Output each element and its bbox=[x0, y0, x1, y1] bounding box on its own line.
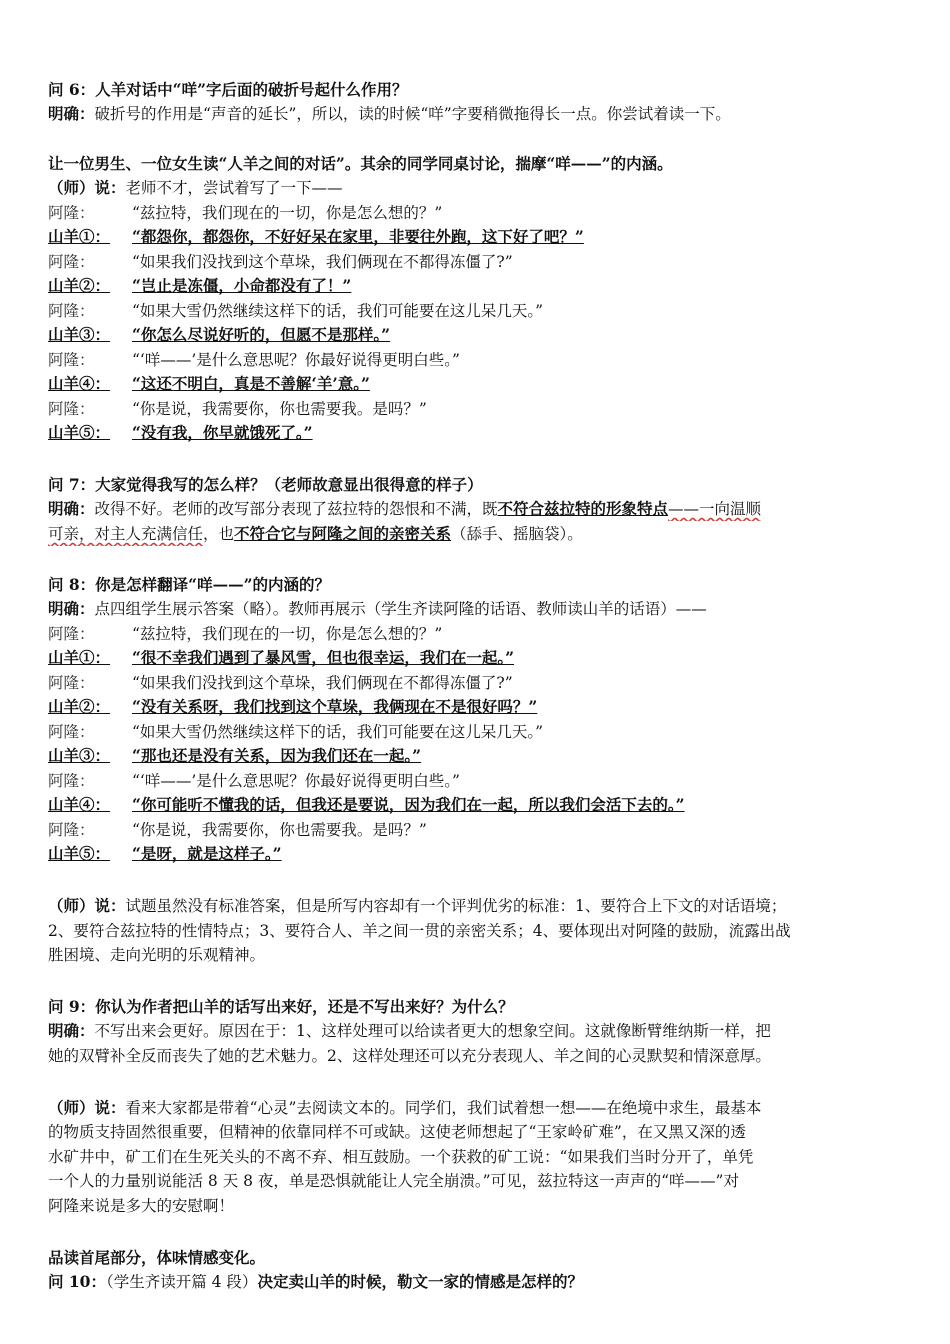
dialogue1-line bbox=[48, 397, 910, 421]
answer-label: 明确： bbox=[48, 599, 95, 618]
q8-question: 问 8：你是怎样翻译“咩——”的内涵的？ bbox=[48, 575, 331, 594]
dialogue1-line bbox=[48, 201, 910, 225]
answer-label: 明确： bbox=[48, 1021, 95, 1040]
dialogue2-line bbox=[48, 842, 910, 866]
dialogue2-line bbox=[48, 769, 910, 793]
dialogue2-line bbox=[48, 744, 910, 768]
teacher-label: （师）说： bbox=[48, 178, 126, 197]
teacher-comment-cont: 胜困境、走向光明的乐观精神。 bbox=[48, 946, 266, 964]
speaker-alon: 阿隆： bbox=[48, 302, 95, 320]
dialogue1-line bbox=[48, 274, 910, 298]
q10-question bbox=[48, 1270, 910, 1294]
speaker-goat: 山羊②： bbox=[48, 276, 111, 295]
q7-answer bbox=[48, 497, 910, 521]
line-text: “兹拉特，我们现在的一切，你是怎么想的？” bbox=[132, 204, 443, 222]
speaker-goat: 山羊①： bbox=[48, 648, 111, 667]
line-text: “如果我们没找到这个草垛，我们俩现在不都得冻僵了?” bbox=[132, 253, 513, 271]
answer-text: （舔手、摇脑袋）。 bbox=[451, 525, 583, 543]
dialogue1-line bbox=[48, 348, 910, 372]
goat-line: “没有我，你早就饿死了。” bbox=[132, 423, 313, 442]
wavy-phrase: 可亲，对主人充满信任 bbox=[48, 525, 204, 543]
goat-line: “是呀，就是这样子。” bbox=[132, 844, 282, 863]
teacher-note bbox=[48, 176, 910, 200]
goat-line: “没有关系呀，我们找到这个草垛，我俩现在不是很好吗？” bbox=[132, 697, 538, 716]
line-text: “‘咩——’是什么意思呢？你最好说得更明白些。” bbox=[132, 772, 460, 790]
teacher-label: （师）说： bbox=[48, 896, 126, 915]
speaker-alon: 阿隆： bbox=[48, 772, 95, 790]
line-text: “如果大雪仍然继续这样下的话，我们可能要在这儿呆几天。” bbox=[132, 723, 544, 741]
comment-text: 看来大家都是带着“心灵”去阅读文本的。同学们，我们试着想一想——在绝境中求生，最基本 bbox=[125, 1099, 762, 1117]
goat-line: “这还不明白，真是不善解‘羊’意。” bbox=[132, 374, 370, 393]
q10-text: 决定卖山羊的时候，勒文一家的情感是怎样的？ bbox=[257, 1272, 583, 1291]
q7-answer-cont bbox=[48, 522, 910, 546]
dialogue1-line bbox=[48, 250, 910, 274]
speaker-alon: 阿隆： bbox=[48, 351, 95, 369]
teacher-comment-cont: 的物质支持固然很重要，但精神的依靠同样不可或缺。这使老师想起了“王家岭矿难”，在又黑又深的透 bbox=[48, 1123, 746, 1141]
speaker-alon: 阿隆： bbox=[48, 821, 95, 839]
line-text: “如果大雪仍然继续这样下的话，我们可能要在这儿呆几天。” bbox=[132, 302, 544, 320]
q6-answer bbox=[48, 102, 910, 126]
answer-label: 明确： bbox=[48, 499, 95, 518]
line-text: “你是说，我需要你，你也需要我。是吗？” bbox=[132, 821, 427, 839]
teacher-comment bbox=[48, 1096, 910, 1120]
speaker-goat: 山羊⑤： bbox=[48, 423, 111, 442]
key-phrase: 不符合兹拉特的形象特点 bbox=[497, 499, 669, 518]
dialogue2-line bbox=[48, 720, 910, 744]
dialogue1-line bbox=[48, 421, 910, 445]
line-text: “你是说，我需要你，你也需要我。是吗？” bbox=[132, 400, 427, 418]
answer-text: 破折号的作用是“声音的延长”，所以，读的时候“咩”字要稍微拖得长一点。你尝试着读一下。 bbox=[94, 105, 731, 123]
wavy-phrase: ——一向温顺 bbox=[668, 500, 762, 518]
comment-text: 试题虽然没有标准答案，但是所写内容却有一个评判优劣的标准：1、要符合上下文的对话语境； bbox=[125, 897, 787, 915]
speaker-goat: 山羊③： bbox=[48, 746, 111, 765]
answer-text: 不写出来会更好。原因在于：1、这样处理可以给读者更大的想象空间。这就像断臂维纳斯一样，把 bbox=[94, 1022, 771, 1040]
teacher-comment bbox=[48, 894, 910, 918]
q6-question: 问 6：人羊对话中“咩”字后面的破折号起什么作用？ bbox=[48, 80, 408, 99]
speaker-alon: 阿隆： bbox=[48, 400, 95, 418]
dialogue1-line bbox=[48, 372, 910, 396]
dialogue2-line bbox=[48, 818, 910, 842]
dialogue2-line bbox=[48, 793, 910, 817]
answer-text: 改得不好。老师的改写部分表现了兹拉特的怨恨和不满，既 bbox=[94, 500, 498, 518]
key-phrase: 不符合它与阿隆之间的亲密关系 bbox=[234, 524, 452, 543]
speaker-goat: 山羊⑤： bbox=[48, 844, 111, 863]
q8-answer bbox=[48, 597, 910, 621]
speaker-alon: 阿隆： bbox=[48, 204, 95, 222]
goat-line: “你怎么尽说好听的，但愿不是那样。” bbox=[132, 325, 391, 344]
goat-line: “你可能听不懂我的话，但我还是要说，因为我们在一起，所以我们会活下去的。” bbox=[132, 795, 685, 814]
q10-label: 问 10： bbox=[48, 1272, 106, 1291]
section-heading: 品读首尾部分，体味情感变化。 bbox=[48, 1248, 266, 1267]
speaker-alon: 阿隆： bbox=[48, 674, 95, 692]
teacher-comment-cont: 阿隆来说是多大的安慰啊！ bbox=[48, 1197, 235, 1215]
speaker-goat: 山羊④： bbox=[48, 374, 111, 393]
goat-line: “很不幸我们遇到了暴风雪，但也很幸运，我们在一起。” bbox=[132, 648, 515, 667]
teacher-label: （师）说： bbox=[48, 1098, 126, 1117]
teacher-comment-cont: 水矿井中，矿工们在生死关头的不离不弃、相互鼓励。一个获救的矿工说：“如果我们当时分开了，单凭 bbox=[48, 1148, 754, 1166]
answer-text: 点四组学生展示答案（略）。教师再展示（学生齐读阿隆的话语、教师读山羊的话语）—— bbox=[94, 600, 707, 618]
dialogue2-line bbox=[48, 622, 910, 646]
q7-question: 问 7：大家觉得我写的怎么样？（老师故意显出很得意的样子） bbox=[48, 475, 483, 494]
q9-answer bbox=[48, 1019, 910, 1043]
dialogue2-line bbox=[48, 695, 910, 719]
speaker-goat: 山羊③： bbox=[48, 325, 111, 344]
line-text: “‘咩——’是什么意思呢？你最好说得更明白些。” bbox=[132, 351, 460, 369]
dialogue2-line bbox=[48, 671, 910, 695]
teacher-comment-cont: 一个人的力量别说能活 8 天 8 夜，单是恐惧就能让人完全崩溃。”可见，兹拉特这一声声的“咩——”对 bbox=[48, 1172, 739, 1190]
speaker-alon: 阿隆： bbox=[48, 625, 95, 643]
dialogue2-line bbox=[48, 646, 910, 670]
goat-line: “那也还是没有关系，因为我们还在一起。” bbox=[132, 746, 422, 765]
dialogue1-line bbox=[48, 323, 910, 347]
activity-instruction: 让一位男生、一位女生读“人羊之间的对话”。其余的同学同桌讨论，揣摩“咩——”的内涵。 bbox=[48, 154, 673, 173]
speaker-goat: 山羊④： bbox=[48, 795, 111, 814]
line-text: “兹拉特，我们现在的一切，你是怎么想的？” bbox=[132, 625, 443, 643]
dialogue1-line bbox=[48, 225, 910, 249]
answer-label: 明确： bbox=[48, 104, 95, 123]
teacher-comment-cont: 2、要符合兹拉特的性情特点；3、要符合人、羊之间一贯的亲密关系；4、要体现出对阿隆的鼓励，流露出战 bbox=[48, 922, 791, 940]
teacher-text: 老师不才，尝试着写了一下—— bbox=[125, 179, 343, 197]
speaker-alon: 阿隆： bbox=[48, 253, 95, 271]
answer-text: ，也 bbox=[203, 525, 235, 543]
q9-answer-cont: 她的双臂补全反而丧失了她的艺术魅力。2、这样处理还可以充分表现人、羊之间的心灵默契和情深意厚。 bbox=[48, 1047, 771, 1065]
dialogue1-line bbox=[48, 299, 910, 323]
line-text: “如果我们没找到这个草垛，我们俩现在不都得冻僵了?” bbox=[132, 674, 513, 692]
speaker-goat: 山羊①： bbox=[48, 227, 111, 246]
q10-paren: （学生齐读开篇 4 段） bbox=[105, 1273, 258, 1291]
q9-question: 问 9：你认为作者把山羊的话写出来好，还是不写出来好？为什么？ bbox=[48, 997, 514, 1016]
goat-line: “岂止是冻僵，小命都没有了！” bbox=[132, 276, 352, 295]
speaker-goat: 山羊②： bbox=[48, 697, 111, 716]
speaker-alon: 阿隆： bbox=[48, 723, 95, 741]
goat-line: “都怨你，都怨你，不好好呆在家里，非要往外跑，这下好了吧？” bbox=[132, 227, 584, 246]
